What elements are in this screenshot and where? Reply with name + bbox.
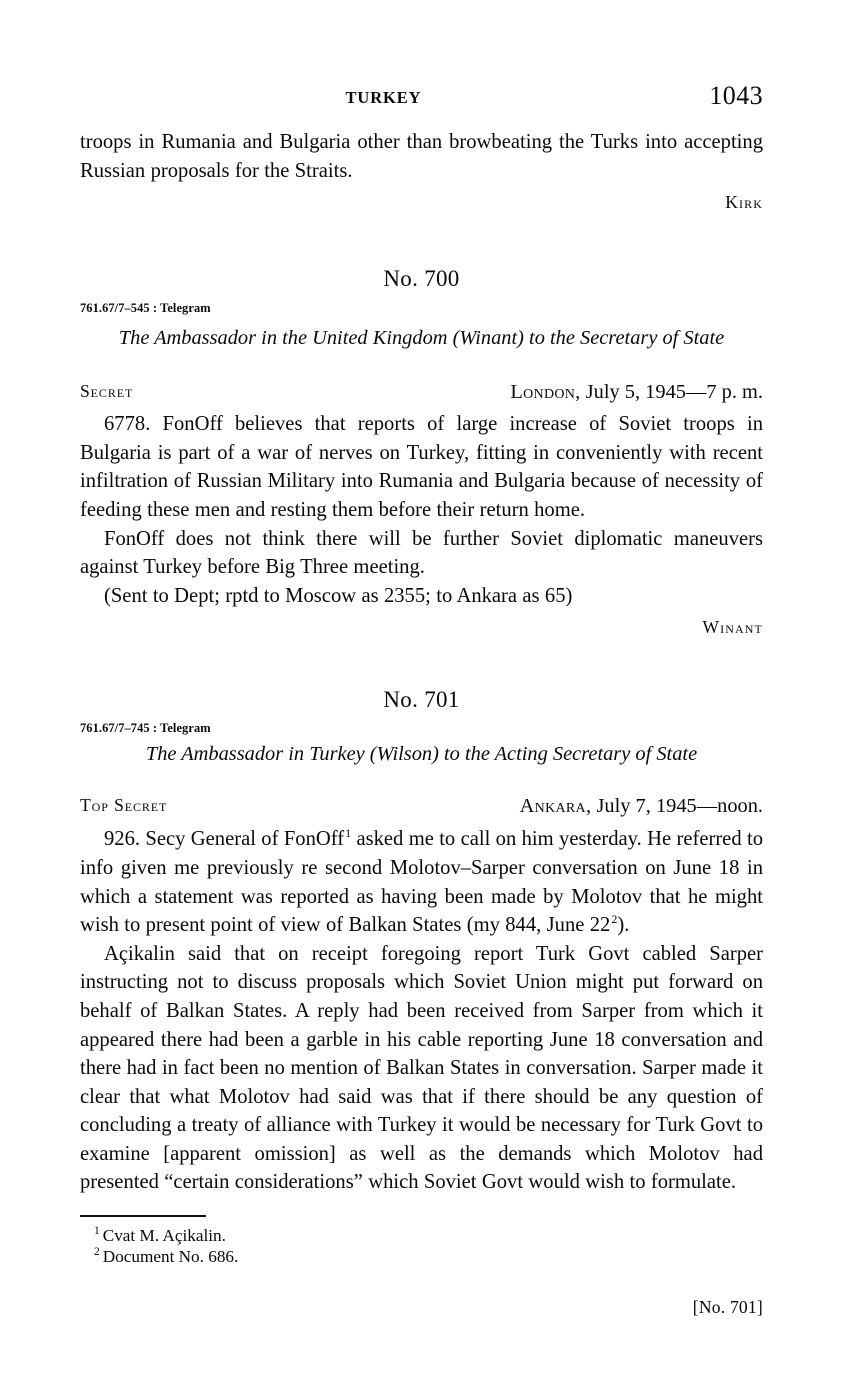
paragraph-700-2: FonOff does not think there will be further Soviet diplomatic maneuvers against Turkey before Big Three meeting. [80, 527, 763, 579]
dateline-700 [80, 381, 763, 408]
paragraph-701-2: Açikalin said that on receipt foregoing report Turk Govt cabled Sarper instructing not to discuss proposals which Soviet Union might put forward on behalf of Balkan States. A reply had been received from Sarper from which it appeared there had been a garble in his cable reporting June 18 conversation and there had in fact been no mention of Balkan States in conversation. Sarper made it clear that what Molotov had said was that if there should be any question of concluding a treaty of alliance with Turkey it would be necessary for Turk Govt to examine [apparent omission] as well as the demands which Molotov had presented “certain considerations” which Soviet Govt would wish to formulate. [80, 942, 763, 1194]
document-number-700: No. 700 [383, 266, 460, 292]
paragraph-700-1: 6778. FonOff believes that reports of large increase of Soviet troops in Bulgaria is part of a war of nerves on Turkey, fitting in conveniently with recent infiltration of Russian Military into Rumania and Bulgaria because of necessity of feeding these men and resting them before their return home. [80, 413, 763, 521]
file-citation-701: 761.67/7–745 : Telegram [80, 721, 211, 736]
footnote-ref-1: 1 [345, 826, 352, 841]
date-700: July 5, 1945—7 p. m. [585, 381, 763, 404]
footnote-ref-2: 2 [611, 912, 618, 927]
paragraph-701-1-b: asked me to call on him yesterday. He referred to info given me previously re second Molotov–Sarper conversation on June 18 in which a statement was reported as having been made by Molotov that he might wish to present point of view of Balkan States (my 844, June 22 [80, 828, 763, 937]
footnote-1-text: Cvat M. Açikalin. [102, 1226, 226, 1246]
signature-winant: Winant [702, 617, 763, 638]
place-700: London, [510, 381, 581, 404]
document-title-700: The Ambassador in the United Kingdom (Winant) to the Secretary of State [118, 327, 725, 350]
place-701: Ankara, [519, 795, 592, 818]
document-number-701: No. 701 [383, 687, 460, 713]
running-head-title: TURKEY [345, 88, 422, 107]
paragraph-701-1 [80, 825, 763, 939]
document-title-701: The Ambassador in Turkey (Wilson) to the Acting Secretary of State [145, 743, 698, 766]
file-citation-700: 761.67/7–545 : Telegram [80, 301, 211, 316]
footnote-1 [80, 1225, 763, 1246]
page-number: 1043 [709, 81, 763, 110]
paragraph-701-1-a: 926. Secy General of FonOff [104, 828, 345, 851]
place-date-701 [520, 795, 763, 818]
footnote-2-marker: 2 [94, 1246, 100, 1259]
continued-paragraph: troops in Rumania and Bulgaria other than browbeating the Turks into accepting Russian proposals for the Straits. [80, 131, 763, 182]
place-date-700 [510, 381, 763, 404]
page-footer-marker: [No. 701] [692, 1297, 763, 1318]
footnote-2-text: Document No. 686. [102, 1247, 239, 1267]
footnote-1-marker: 1 [94, 1225, 100, 1238]
classification-701: Top Secret [80, 795, 168, 816]
footnotes [80, 1225, 763, 1267]
footnote-separator [80, 1215, 206, 1217]
paragraph-700-3: (Sent to Dept; rptd to Moscow as 2355; to Ankara as 65) [104, 584, 573, 607]
footnote-2 [80, 1246, 763, 1267]
classification-700: Secret [80, 381, 134, 402]
date-701: July 7, 1945—noon. [596, 795, 763, 818]
dateline-701 [80, 795, 763, 822]
signature-kirk: Kirk [725, 192, 763, 213]
page-content [80, 0, 763, 1318]
running-head [80, 81, 763, 128]
paragraph-701-1-c: ). [617, 914, 630, 937]
